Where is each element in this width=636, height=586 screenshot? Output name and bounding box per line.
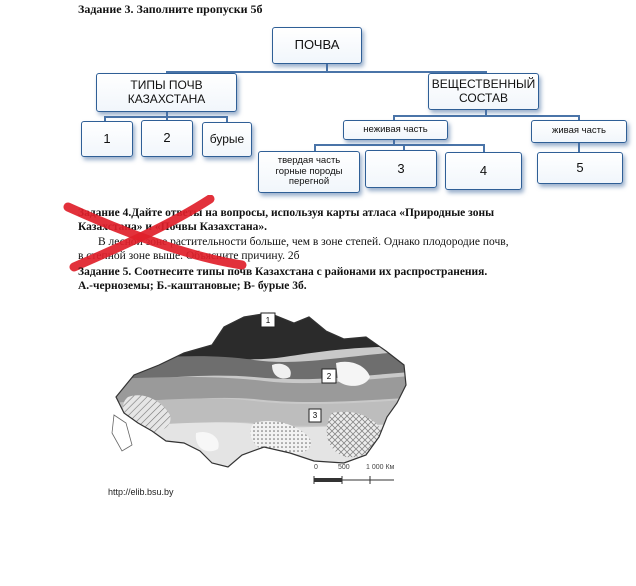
task4-question-cont: в степной зоне выше. Объясните причину. 2б [78, 250, 300, 262]
kazakhstan-soil-map [104, 305, 424, 490]
scale-label-500: 500 [338, 464, 350, 471]
solid-part-box: твердая часть горные породы перегной [258, 151, 360, 193]
blank-box-5: 5 [537, 152, 623, 184]
task3-title: Задание 3. Заполните пропуски 5б [78, 2, 263, 16]
brown-soil-box: бурые [202, 122, 252, 157]
task4-title: Задание 4.Дайте ответы на вопросы, используя карты атласа «Природные зоны [78, 207, 495, 219]
scale-bar-graphic [310, 474, 400, 488]
marker-3-label: 3 [312, 411, 318, 420]
living-part-box: живая часть [531, 120, 627, 143]
task5-title: Задание 5. Соотнесите типы почв Казахстана с районами их распространения. [78, 266, 488, 278]
marker-1-label: 1 [265, 316, 271, 325]
composition-box: ВЕЩЕСТВЕННЫЙ СОСТАВ [428, 73, 539, 110]
task5-options: А.-черноземы; Б.-каштановые; В- бурые 3б. [78, 280, 307, 292]
task4-question: В лесной зоне растительности больше, чем в зоне степей. Однако плодородие почв, [98, 236, 509, 248]
nonliving-part-box: неживая часть [343, 120, 448, 140]
blank-box-1: 1 [81, 121, 133, 157]
root-box: ПОЧВА [272, 27, 362, 64]
soil-types-box: ТИПЫ ПОЧВ КАЗАХСТАНА [96, 73, 237, 112]
scale-label-1000: 1 000 Км [366, 464, 395, 471]
blank-box-2: 2 [141, 120, 193, 157]
source-url: http://elib.bsu.by [108, 487, 174, 497]
marker-2-label: 2 [326, 372, 332, 381]
task4-title-cont: Казахстана» и «Почвы Казахстана». [78, 221, 267, 233]
scale-label-0: 0 [314, 464, 318, 471]
red-cross-mark [60, 195, 260, 275]
blank-box-4: 4 [445, 152, 522, 190]
blank-box-3: 3 [365, 150, 437, 188]
